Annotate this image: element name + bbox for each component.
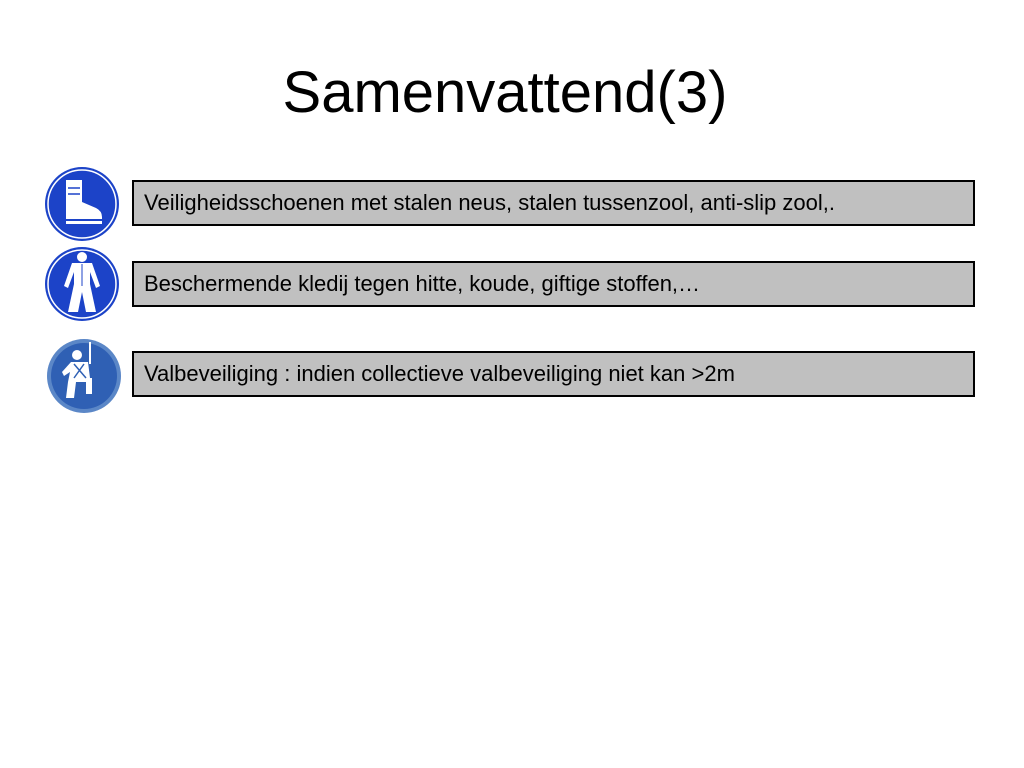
- slide-title: Samenvattend(3): [282, 60, 728, 125]
- safety-boot-icon: [44, 166, 120, 242]
- item-text-box: Veiligheidsschoenen met stalen neus, stalen tussenzool, anti-slip zool,.: [132, 180, 975, 226]
- item-text-box: Beschermende kledij tegen hitte, koude, giftige stoffen,…: [132, 261, 975, 307]
- item-text-box: Valbeveiliging : indien collectieve valbeveiliging niet kan >2m: [132, 351, 975, 397]
- fall-protection-harness-icon: [46, 338, 122, 414]
- protective-suit-icon: [44, 246, 120, 322]
